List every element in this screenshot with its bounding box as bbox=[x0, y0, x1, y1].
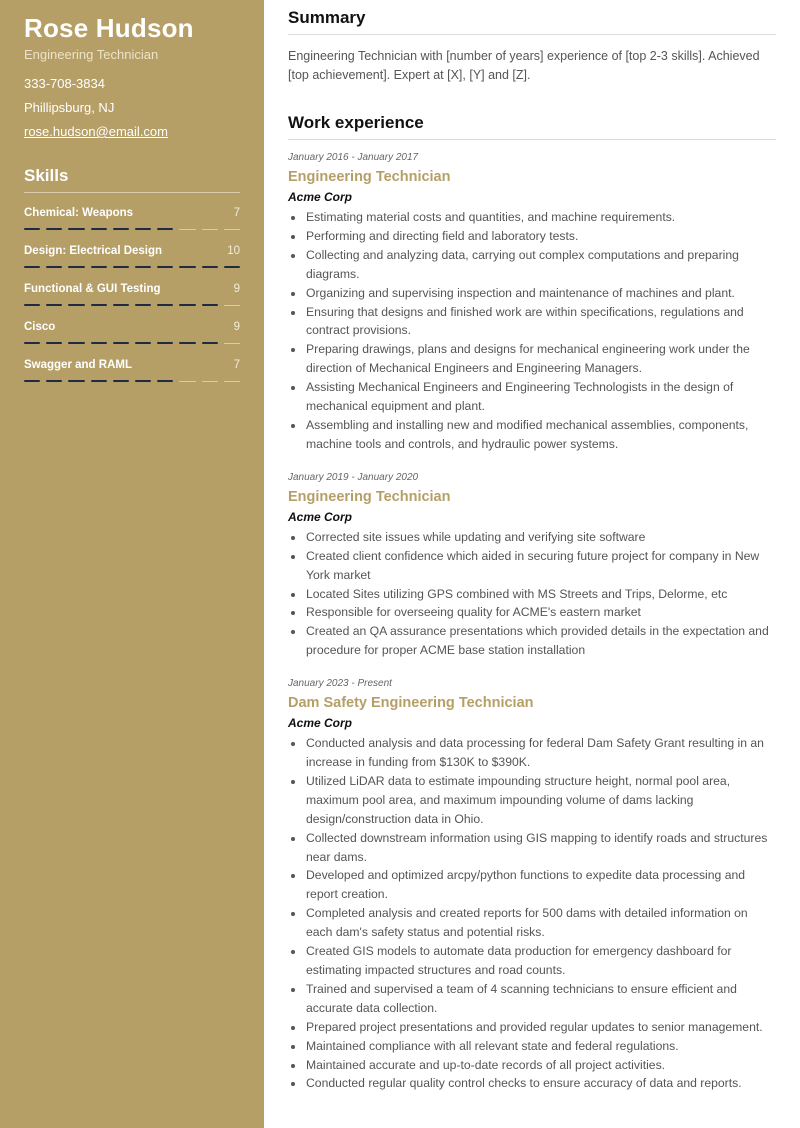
skill-bar-segment bbox=[224, 381, 240, 382]
skill-name: Chemical: Weapons bbox=[24, 207, 134, 219]
skill-bar-segment bbox=[68, 380, 84, 382]
job-bullets bbox=[288, 528, 776, 660]
job-dates: January 2023 - Present bbox=[288, 678, 392, 690]
skills-list bbox=[24, 207, 240, 383]
job-bullet: • Assisting Mechanical Engineers and Engineering Technologists in the design of mechanical equipment and plant. bbox=[305, 378, 776, 416]
skill-item bbox=[24, 321, 240, 345]
jobs-list bbox=[288, 152, 776, 1093]
job-entry bbox=[288, 472, 776, 660]
job-bullet: • Maintained compliance with all relevant state and federal regulations. bbox=[305, 1037, 776, 1056]
skill-bar-segment bbox=[91, 304, 107, 306]
skill-bar-segment bbox=[135, 266, 151, 268]
skill-bar-segment bbox=[224, 343, 240, 344]
skill-bar-segment bbox=[135, 228, 151, 230]
skill-item bbox=[24, 283, 240, 307]
summary-text: Engineering Technician with [number of years] experience of [top 2-3 skills]. Achieved [top achievement]. Expert at [X], [Y] and [Z]. bbox=[288, 49, 760, 82]
skill-bar-segment bbox=[24, 380, 40, 382]
skill-bar-segment bbox=[91, 380, 107, 382]
skill-bar-segment bbox=[135, 380, 151, 382]
skill-bar-segment bbox=[179, 304, 195, 306]
job-bullet: • Trained and supervised a team of 4 scanning technicians to ensure efficient and accurate data collection. bbox=[305, 980, 776, 1018]
skills-heading: Skills bbox=[24, 166, 240, 193]
job-bullet: • Maintained accurate and up-to-date records of all project activities. bbox=[305, 1056, 776, 1075]
skill-bar-segment bbox=[68, 266, 84, 268]
skill-bar-segment bbox=[91, 342, 107, 344]
skill-bar-segment bbox=[46, 304, 62, 306]
skill-bar-segment bbox=[157, 228, 173, 230]
job-bullet: • Created GIS models to automate data production for emergency dashboard for estimating impacted structures and road counts. bbox=[305, 942, 776, 980]
job-dates: January 2016 - January 2017 bbox=[288, 152, 419, 163]
skill-bar-segment bbox=[113, 342, 129, 344]
skill-row bbox=[24, 207, 240, 219]
skill-item bbox=[24, 207, 240, 231]
job-title: Engineering Technician bbox=[288, 488, 451, 505]
skill-level: 9 bbox=[233, 321, 240, 333]
skill-level-bar bbox=[24, 228, 240, 231]
skill-bar-segment bbox=[113, 228, 129, 230]
job-bullets bbox=[288, 734, 776, 1093]
skill-bar-segment bbox=[46, 266, 62, 268]
skill-bar-segment bbox=[68, 228, 84, 230]
job-bullet: • Collecting and analyzing data, carrying out complex computations and preparing diagrams. bbox=[305, 246, 776, 284]
skill-bar-segment bbox=[135, 304, 151, 306]
job-bullet: • Located Sites utilizing GPS combined with MS Streets and Trips, Delorme, etc bbox=[305, 585, 776, 604]
skill-bar-segment bbox=[113, 304, 129, 306]
skill-bar-segment bbox=[202, 266, 218, 268]
skill-level: 7 bbox=[233, 207, 240, 219]
skill-item bbox=[24, 359, 240, 383]
skill-name: Functional & GUI Testing bbox=[24, 283, 161, 295]
job-bullet: • Assembling and installing new and modified mechanical assemblies, components, machine tools and controls, and hydraulic power systems. bbox=[305, 416, 776, 454]
skill-bar-segment bbox=[179, 229, 195, 230]
skill-bar-segment bbox=[24, 304, 40, 306]
skill-bar-segment bbox=[46, 228, 62, 230]
location: Phillipsburg, NJ bbox=[24, 100, 115, 115]
skill-level-bar bbox=[24, 380, 240, 383]
skill-bar-segment bbox=[157, 266, 173, 268]
job-company: Acme Corp bbox=[288, 716, 353, 731]
skill-name: Swagger and RAML bbox=[24, 359, 132, 371]
job-title: Engineering Technician bbox=[288, 169, 451, 185]
job-dates: January 2019 - January 2020 bbox=[288, 471, 419, 483]
job-entry bbox=[288, 678, 776, 1093]
skill-bar-segment bbox=[202, 229, 218, 230]
job-bullet: • Conducted analysis and data processing for federal Dam Safety Grant resulting in an increase in funding from $130K to $390K. bbox=[305, 734, 776, 772]
skill-level-bar bbox=[24, 266, 240, 269]
skill-bar-segment bbox=[24, 342, 40, 344]
skill-bar-segment bbox=[179, 266, 195, 268]
skill-level: 10 bbox=[227, 245, 240, 257]
job-company: Acme Corp bbox=[288, 509, 353, 524]
job-bullet: • Completed analysis and created reports for 500 dams with detailed information on each dam's safety status and potential risks. bbox=[305, 904, 776, 942]
job-title: Dam Safety Engineering Technician bbox=[288, 695, 534, 712]
job-bullet: • Conducted regular quality control checks to ensure accuracy of data and reports. bbox=[305, 1074, 776, 1093]
job-bullet: • Responsible for overseeing quality for ACME's eastern market bbox=[305, 603, 776, 622]
skill-bar-segment bbox=[135, 342, 151, 344]
email-link[interactable]: rose.hudson@email.com bbox=[24, 124, 168, 139]
main-content bbox=[264, 0, 800, 1128]
skill-bar-segment bbox=[68, 342, 84, 344]
skill-bar-segment bbox=[224, 305, 240, 306]
skill-level: 9 bbox=[233, 283, 240, 295]
summary-heading: Summary bbox=[288, 8, 776, 35]
job-bullet: • Preparing drawings, plans and designs for mechanical engineering work under the direction of Mechanical Engineers and Engineering Managers. bbox=[305, 340, 776, 378]
job-bullet: • Organizing and supervising inspection and maintenance of machines and plant. bbox=[305, 284, 776, 303]
skill-bar-segment bbox=[91, 266, 107, 268]
skill-bar-segment bbox=[202, 304, 218, 306]
skill-bar-segment bbox=[91, 228, 107, 230]
job-bullet: • Corrected site issues while updating and verifying site software bbox=[305, 528, 776, 547]
skill-row bbox=[24, 359, 240, 371]
skill-bar-segment bbox=[24, 228, 40, 230]
skill-row bbox=[24, 321, 240, 333]
job-bullet: • Utilized LiDAR data to estimate impounding structure height, normal pool area, maximum pool area, and maximum impounding volume of dams lacking design/construction data in Ohio. bbox=[305, 772, 776, 829]
skill-bar-segment bbox=[202, 342, 218, 344]
work-experience-heading: Work experience bbox=[288, 113, 776, 140]
skill-bar-segment bbox=[46, 342, 62, 344]
job-bullet: • Performing and directing field and laboratory tests. bbox=[305, 227, 776, 246]
skill-bar-segment bbox=[157, 380, 173, 382]
skill-name: Design: Electrical Design bbox=[24, 245, 163, 257]
candidate-name: Rose Hudson bbox=[24, 13, 194, 43]
skill-item bbox=[24, 245, 240, 269]
skill-bar-segment bbox=[179, 342, 195, 344]
skill-row bbox=[24, 245, 240, 257]
skill-bar-segment bbox=[224, 229, 240, 230]
job-bullet: • Prepared project presentations and provided regular updates to senior management. bbox=[305, 1018, 776, 1037]
skill-bar-segment bbox=[68, 304, 84, 306]
sidebar bbox=[0, 0, 264, 1128]
job-bullet: • Created an QA assurance presentations which provided details in the expectation and procedure for proper ACME base station installation bbox=[305, 622, 776, 660]
skill-level-bar bbox=[24, 304, 240, 307]
skill-bar-segment bbox=[157, 342, 173, 344]
job-bullet: • Estimating material costs and quantities, and machine requirements. bbox=[305, 208, 776, 227]
skill-bar-segment bbox=[224, 266, 240, 268]
candidate-role: Engineering Technician bbox=[24, 47, 159, 62]
skill-bar-segment bbox=[202, 381, 218, 382]
skill-bar-segment bbox=[46, 380, 62, 382]
job-company: Acme Corp bbox=[288, 190, 353, 204]
skill-bar-segment bbox=[24, 266, 40, 268]
job-bullet: • Created client confidence which aided in securing future project for company in New York market bbox=[305, 547, 776, 585]
skill-bar-segment bbox=[113, 266, 129, 268]
skill-row bbox=[24, 283, 240, 295]
skill-bar-segment bbox=[179, 381, 195, 382]
job-bullet: • Developed and optimized arcpy/python functions to expedite data processing and report creation. bbox=[305, 866, 776, 904]
skill-bar-segment bbox=[113, 380, 129, 382]
skill-level: 7 bbox=[233, 359, 240, 371]
job-bullet: • Collected downstream information using GIS mapping to identify roads and structures near dams. bbox=[305, 829, 776, 867]
job-bullet: • Ensuring that designs and finished work are within specifications, regulations and contract provisions. bbox=[305, 303, 776, 341]
skill-bar-segment bbox=[157, 304, 173, 306]
skill-level-bar bbox=[24, 342, 240, 345]
job-bullets bbox=[288, 208, 776, 454]
job-entry bbox=[288, 152, 776, 454]
skill-name: Cisco bbox=[24, 321, 56, 333]
phone-number: 333-708-3834 bbox=[24, 76, 105, 91]
